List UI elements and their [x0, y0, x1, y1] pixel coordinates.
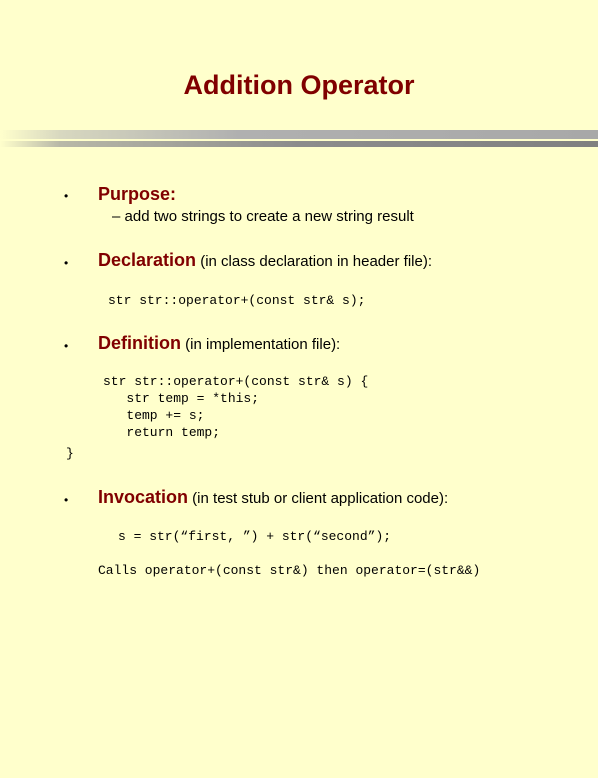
- invocation-note: (in test stub or client application code):: [188, 490, 449, 507]
- invocation-heading: Invocation: [98, 487, 189, 507]
- declaration-heading: Declaration: [98, 250, 197, 270]
- purpose-subitem: – add two strings to create a new string result: [112, 208, 414, 225]
- declaration-note: (in class declaration in header file):: [196, 253, 432, 270]
- declaration-code: str str::operator+(const str& s);: [108, 293, 366, 308]
- definition-closing-brace: }: [66, 446, 74, 461]
- title-divider: [0, 130, 598, 148]
- section-declaration: [98, 250, 432, 271]
- page-title: Addition Operator: [183, 70, 415, 100]
- section-purpose: [98, 184, 176, 205]
- definition-code: str str::operator+(const str& s) { str temp = *this; temp += s; return temp;: [103, 374, 369, 440]
- invocation-calls-note: Calls operator+(const str&) then operator=(str&&): [98, 563, 481, 578]
- bullet-definition: •: [64, 339, 69, 353]
- bullet-invocation: •: [64, 493, 69, 507]
- bullet-declaration: •: [64, 256, 69, 270]
- bullet-purpose: •: [64, 189, 69, 203]
- definition-heading: Definition: [98, 333, 181, 353]
- section-invocation: [98, 487, 448, 508]
- invocation-code: s = str(“first, ”) + str(“second”);: [118, 529, 392, 544]
- definition-note: (in implementation file):: [181, 336, 341, 353]
- section-definition: [98, 333, 340, 354]
- purpose-heading: Purpose:: [98, 184, 177, 204]
